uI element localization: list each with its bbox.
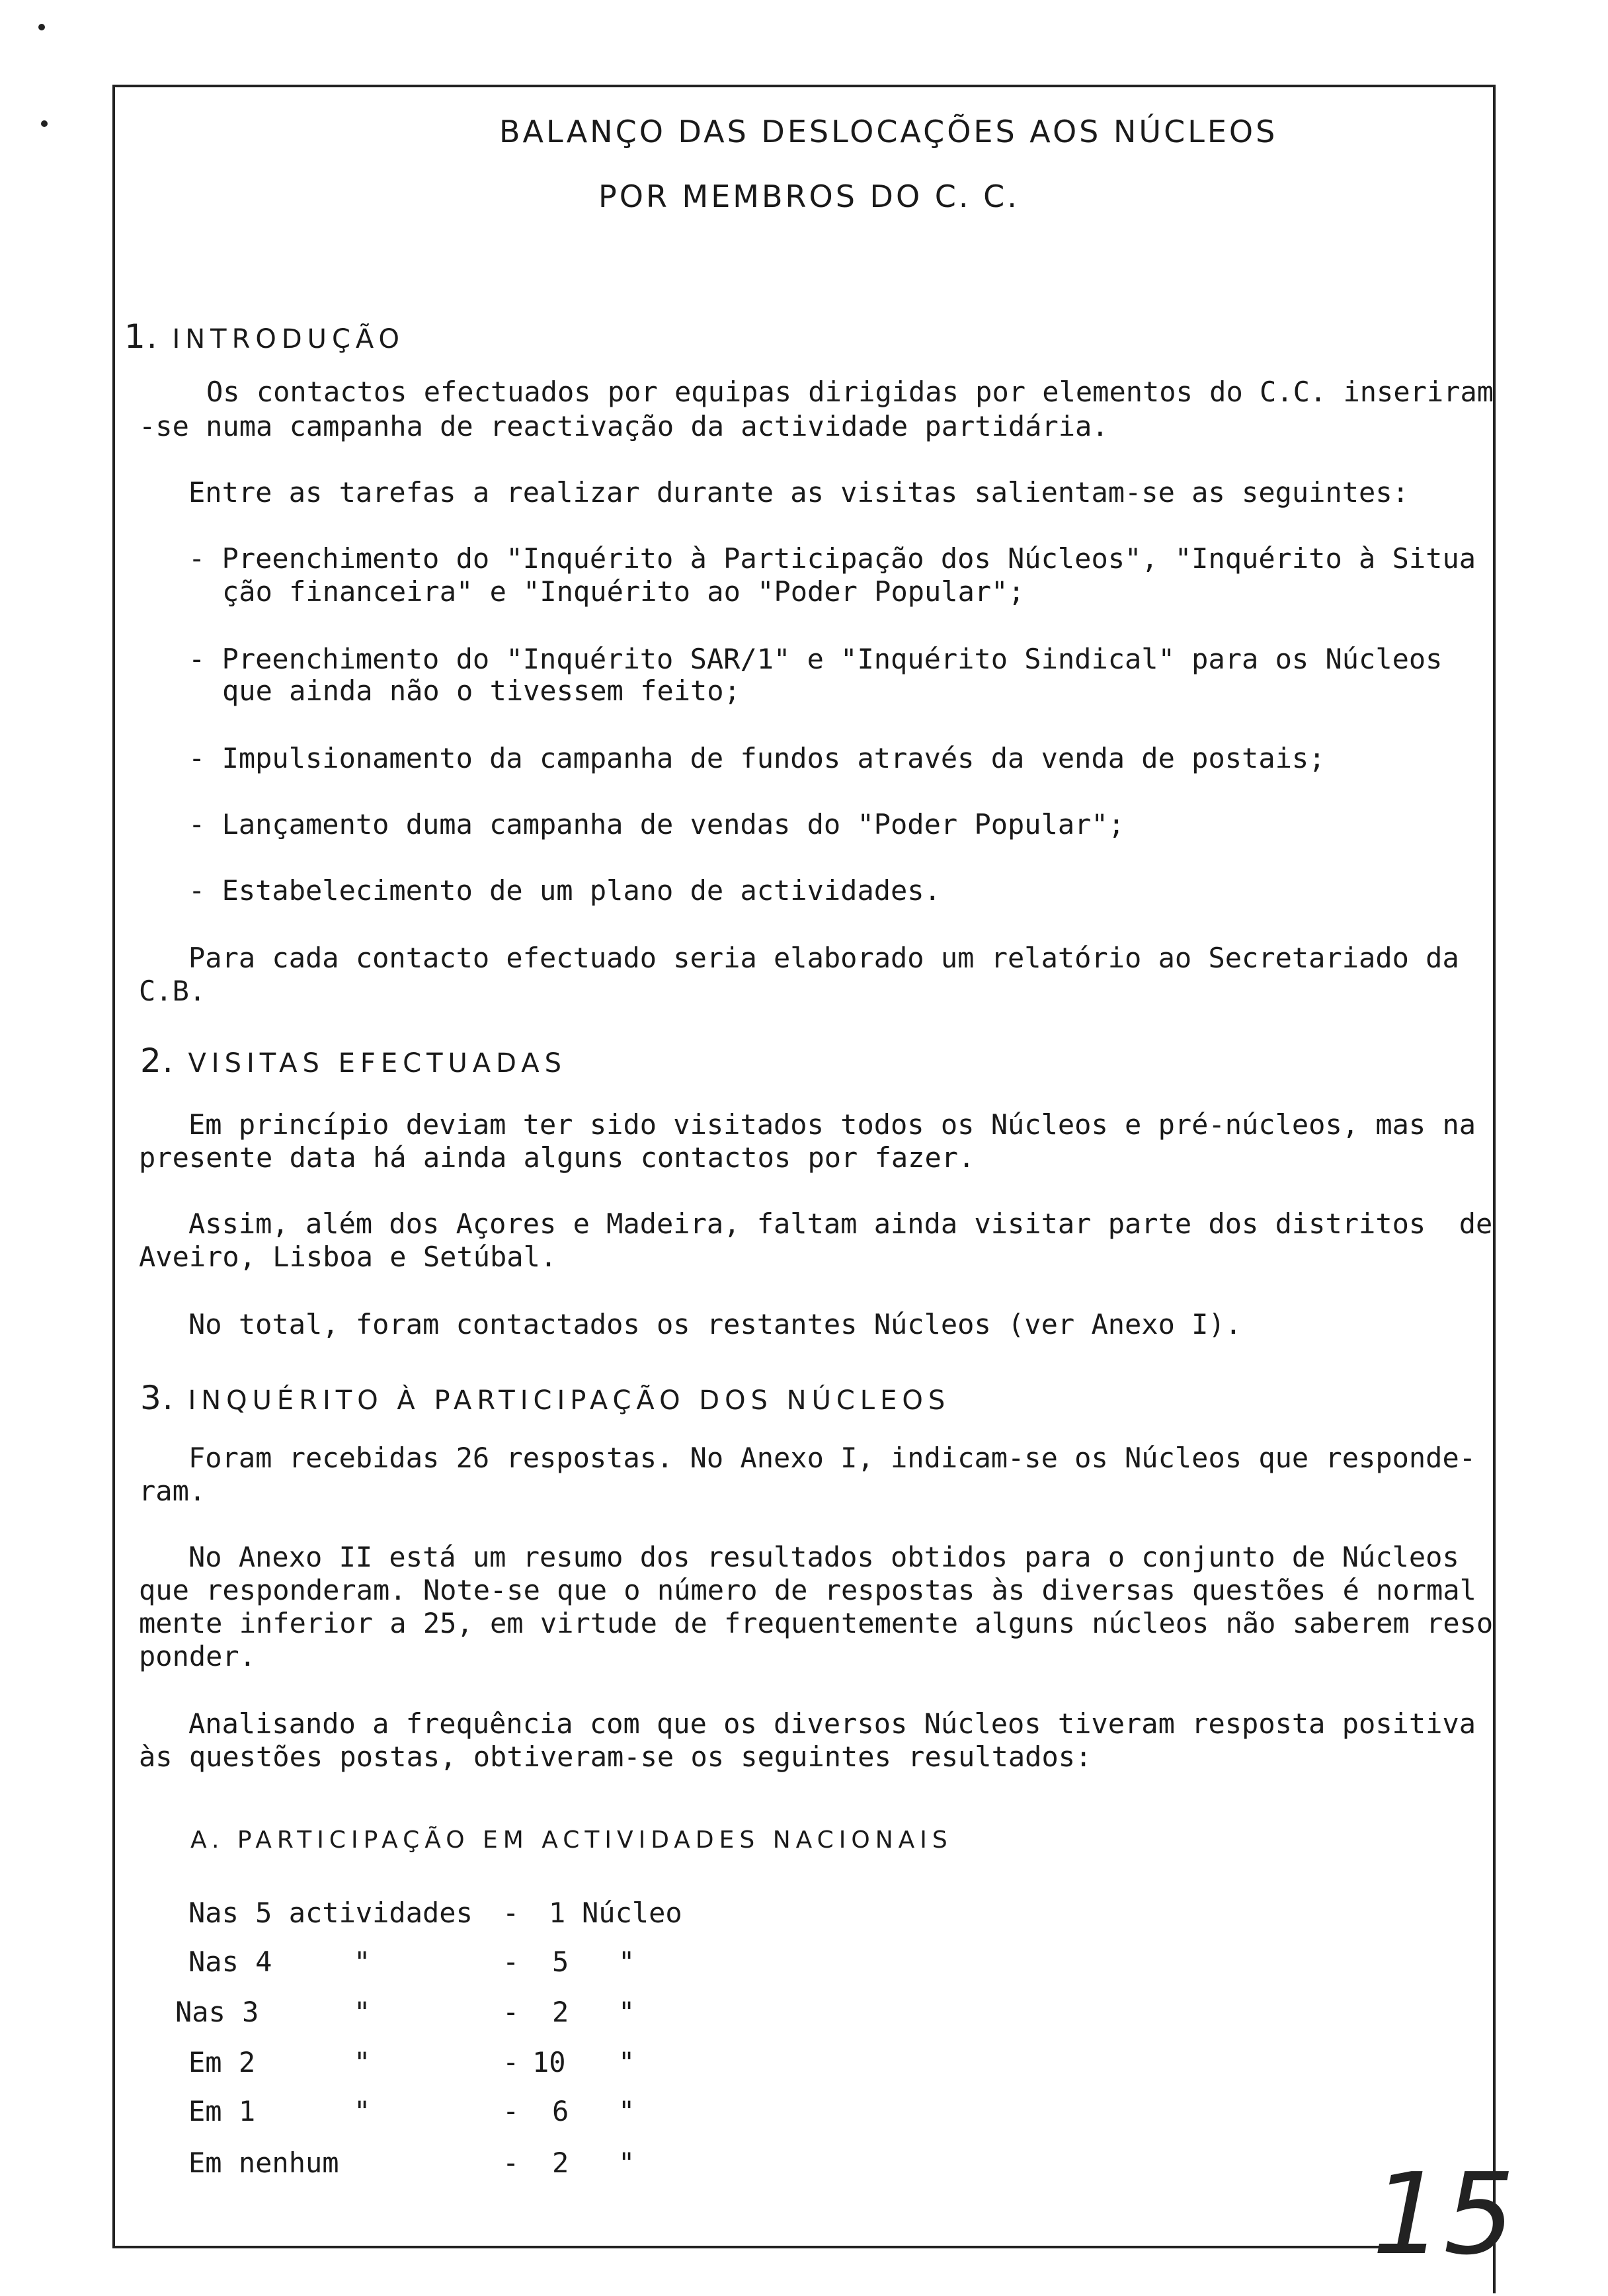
paragraph-line: Foram recebidas 26 respostas. No Anexo I, indicam-se os Núcleos que responde- [188, 1442, 1476, 1474]
list-item: - Preenchimento do "Inquérito SAR/1" e "Inquérito Sindical" para os Núcleos [188, 643, 1443, 675]
row-dash: - [502, 2095, 520, 2127]
list-item: - Estabelecimento de um plano de actividades. [188, 874, 941, 907]
stray-mark [38, 24, 45, 30]
paragraph-line: -se numa campanha de reactivação da actividade partidária. [139, 410, 1109, 442]
section-3-title: INQUÉRITO À PARTICIPAÇÃO DOS NÚCLEOS [188, 1385, 951, 1416]
page-border-left [112, 85, 115, 2247]
list-item: - Preenchimento do "Inquérito à Participação dos Núcleos", "Inquérito à Situa [188, 542, 1476, 575]
row-label: Nas 3 [175, 1996, 259, 2028]
subsection-a-heading: A. PARTICIPAÇÃO EM ACTIVIDADES NACIONAIS [190, 1826, 953, 1854]
paragraph-line: Assim, além dos Açores e Madeira, faltam ainda visitar parte dos distritos de [188, 1208, 1493, 1240]
row-label: Em 2 [188, 2046, 256, 2078]
row-value: 1 [549, 1897, 566, 1929]
section-3-heading [140, 1379, 950, 1417]
paragraph-line: Os contactos efectuados por equipas dirigidas por elementos do C.C. inseriram [206, 376, 1494, 408]
row-unit: " [618, 2095, 635, 2127]
paragraph-line: No Anexo II está um resumo dos resultados obtidos para o conjunto de Núcleos [188, 1541, 1459, 1573]
paragraph-line: presente data há ainda alguns contactos por fazer. [139, 1141, 975, 1174]
row-value: 2 [552, 1996, 569, 2028]
list-item: - Impulsionamento da campanha de fundos através da venda de postais; [188, 742, 1326, 774]
row-value: 5 [552, 1946, 569, 1978]
row-label: Nas 5 actividades [188, 1897, 473, 1929]
paragraph-line: C.B. [139, 975, 206, 1007]
row-unit: " [618, 2046, 635, 2078]
paragraph-line: ram. [139, 1475, 206, 1507]
row-value: 2 [552, 2147, 569, 2179]
row-label: Em 1 [188, 2095, 256, 2127]
paragraph-line: Analisando a frequência com que os diversos Núcleos tiveram resposta positiva [188, 1707, 1476, 1740]
page-border-right [1493, 85, 1496, 2293]
row-value: 6 [552, 2095, 569, 2127]
paragraph-line: Para cada contacto efectuado seria elaborado um relatório ao Secretariado da [188, 942, 1459, 974]
row-ditto: " [354, 2095, 371, 2127]
row-label: Nas 4 [188, 1946, 272, 1978]
section-2-title: VISITAS EFECTUADAS [188, 1048, 567, 1079]
section-1-number: 1. [124, 317, 159, 356]
row-ditto: " [354, 1946, 371, 1978]
section-2-number: 2. [140, 1042, 175, 1080]
row-unit: " [618, 1946, 635, 1978]
list-item: ção financeira" e "Inquérito ao "Poder Popular"; [222, 575, 1025, 608]
paragraph-line: mente inferior a 25, em virtude de frequentemente alguns núcleos não saberem reso [139, 1607, 1494, 1639]
paragraph-line: ponder. [139, 1640, 257, 1672]
row-dash: - [502, 2147, 520, 2179]
section-1-title: INTRODUÇÃO [172, 324, 405, 354]
section-3-number: 3. [140, 1379, 175, 1417]
document-title: BALANÇO DAS DESLOCAÇÕES AOS NÚCLEOS [499, 114, 1278, 149]
list-item: - Lançamento duma campanha de vendas do "Poder Popular"; [188, 808, 1125, 840]
page-border-top [112, 85, 1494, 87]
page-number: 15 [1372, 2149, 1515, 2280]
row-unit: Núcleo [582, 1897, 682, 1929]
row-ditto: " [354, 2046, 371, 2078]
paragraph-line: Entre as tarefas a realizar durante as visitas salientam-se as seguintes: [188, 476, 1409, 509]
row-value: 10 [532, 2046, 566, 2078]
page-border-bottom [112, 2246, 1382, 2248]
row-dash: - [502, 2046, 520, 2078]
list-item: que ainda não o tivessem feito; [222, 675, 741, 707]
document-subtitle: POR MEMBROS DO C. C. [598, 179, 1020, 214]
row-unit: " [618, 2147, 635, 2179]
row-dash: - [502, 1946, 520, 1978]
row-unit: " [618, 1996, 635, 2028]
section-2-heading [140, 1042, 567, 1080]
row-ditto: " [354, 1996, 371, 2028]
row-label: Em nenhum [188, 2147, 339, 2179]
row-dash: - [502, 1897, 520, 1929]
paragraph-line: Aveiro, Lisboa e Setúbal. [139, 1241, 557, 1273]
paragraph-line: que responderam. Note-se que o número de respostas às diversas questões é normal [139, 1574, 1476, 1606]
paragraph-line: às questões postas, obtiveram-se os seguintes resultados: [139, 1741, 1092, 1773]
paragraph-line: No total, foram contactados os restantes Núcleos (ver Anexo I). [188, 1308, 1242, 1340]
row-dash: - [502, 1996, 520, 2028]
stray-mark [41, 120, 48, 127]
paragraph-line: Em princípio deviam ter sido visitados todos os Núcleos e pré-núcleos, mas na [188, 1108, 1476, 1141]
section-1-heading [124, 317, 405, 356]
